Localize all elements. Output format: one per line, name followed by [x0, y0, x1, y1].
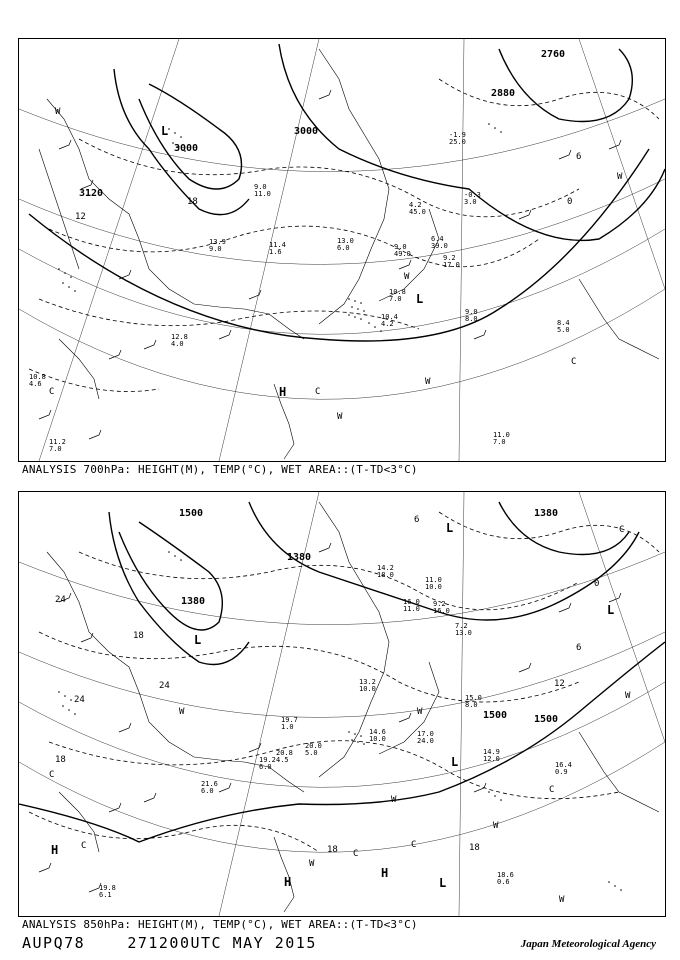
- warm-center: W: [337, 412, 343, 422]
- station-temperature: 18.6: [497, 871, 514, 879]
- station-temperature: 9.0: [465, 308, 478, 316]
- station-dewpoint-depression: 6.0: [259, 763, 272, 771]
- contour-label: 3000: [174, 143, 199, 154]
- wind-barbs: [39, 90, 621, 439]
- station-temperature: 13.2: [359, 678, 376, 686]
- chart-850-caption: ANALYSIS 850hPa: HEIGHT(M), TEMP(°C), WET AREA::(T-TD<3°C): [22, 918, 418, 931]
- analysis-700hpa-chart: [18, 38, 666, 462]
- contour-label: 1500: [534, 714, 559, 725]
- warm-center: W: [55, 107, 61, 117]
- station-temperature: 20.8: [276, 749, 293, 757]
- station-temperature: 11.4: [269, 241, 286, 249]
- warm-center: W: [179, 707, 185, 717]
- low-center: L: [451, 755, 459, 769]
- station-temperature: 6.4: [431, 235, 444, 243]
- bulletin-code: AUPQ78: [22, 934, 86, 952]
- station-dewpoint-depression: 7.0: [493, 438, 506, 446]
- isotherm-label: 18: [187, 197, 198, 207]
- agency-credit: Japan Meteorological Agency: [520, 938, 656, 950]
- station-temperature: -1.9: [449, 131, 466, 139]
- contour-label: 2760: [541, 49, 566, 60]
- contour-label: 1500: [483, 710, 508, 721]
- station-dewpoint-depression: 12.0: [483, 755, 500, 763]
- chart-700-canvas: [19, 39, 665, 461]
- station-temperature: 17.0: [417, 730, 434, 738]
- station-dewpoint-depression: 10.0: [425, 583, 442, 591]
- station-dewpoint-depression: 17.0: [443, 261, 460, 269]
- station-dewpoint-depression: 39.0: [431, 242, 448, 250]
- station-dewpoint-depression: 4.5: [276, 756, 289, 764]
- contour-label: 2880: [491, 88, 516, 99]
- station-temperature: 10.4: [381, 313, 398, 321]
- chart-700-caption: ANALYSIS 700hPa: HEIGHT(M), TEMP(°C), WET AREA::(T-TD<3°C): [22, 463, 418, 476]
- warm-center: W: [404, 272, 410, 282]
- cold-center: C: [549, 785, 555, 795]
- station-temperature: 19.2: [259, 756, 276, 764]
- cold-center: C: [353, 849, 359, 859]
- isotherm-label: 0: [594, 579, 600, 589]
- station-temperature: 9.0: [254, 183, 267, 191]
- station-dewpoint-depression: 5.0: [305, 749, 318, 757]
- station-dewpoint-depression: 0.9: [555, 768, 568, 776]
- contour-label: 1380: [181, 596, 206, 607]
- station-dewpoint-depression: 8.0: [465, 701, 478, 709]
- warm-center: W: [493, 821, 499, 831]
- station-temperature: 15.0: [465, 694, 482, 702]
- contour-label: 1500: [179, 508, 204, 519]
- station-dewpoint-depression: 10.0: [369, 735, 386, 743]
- station-dewpoint-depression: 25.0: [449, 138, 466, 146]
- isotherm-label: 18: [55, 755, 66, 765]
- station-temperature: 12.8: [171, 333, 188, 341]
- warm-center: W: [391, 795, 397, 805]
- station-temperature: 14.9: [483, 748, 500, 756]
- station-temperature: 11.0: [493, 431, 510, 439]
- station-dewpoint-depression: 11.0: [254, 190, 271, 198]
- isotherm-label: 24: [55, 595, 66, 605]
- high-center: H: [51, 843, 59, 857]
- station-temperature: 8.4: [557, 319, 570, 327]
- isotherm-label: 18: [133, 631, 144, 641]
- contour-label: 1380: [287, 552, 312, 563]
- low-center: L: [161, 124, 169, 138]
- isotherm-label: 6: [576, 152, 582, 162]
- low-center: L: [194, 633, 202, 647]
- warm-center: W: [309, 859, 315, 869]
- isotherm-label: 6: [576, 643, 582, 653]
- station-dewpoint-depression: 16.0: [433, 607, 450, 615]
- isotherm-label: 24: [74, 695, 85, 705]
- station-dewpoint-depression: 10.0: [359, 685, 376, 693]
- station-dewpoint-depression: 4.0: [171, 340, 184, 348]
- station-dewpoint-depression: 13.0: [455, 629, 472, 637]
- station-temperature: 21.6: [201, 780, 218, 788]
- contour-label: 3120: [79, 188, 104, 199]
- temperature-isotherms: [29, 79, 659, 392]
- high-center: H: [284, 875, 292, 889]
- isotherm-label: 6: [414, 515, 420, 525]
- station-dewpoint-depression: 6.0: [337, 244, 350, 252]
- low-center: L: [416, 292, 424, 306]
- station-dewpoint-depression: 5.0: [557, 326, 570, 334]
- station-dewpoint-depression: 1.6: [269, 248, 282, 256]
- low-center: L: [439, 876, 447, 890]
- isotherm-label: 12: [554, 679, 565, 689]
- station-dewpoint-depression: 8.0: [465, 315, 478, 323]
- analysis-850hpa-chart: [18, 491, 666, 917]
- station-dewpoint-depression: 3.0: [464, 198, 477, 206]
- isotherm-label: 12: [75, 212, 86, 222]
- station-dewpoint-depression: 24.0: [417, 737, 434, 745]
- station-temperature: 13.9: [209, 238, 226, 246]
- cold-center: C: [571, 357, 577, 367]
- station-dewpoint-depression: 6.0: [201, 787, 214, 795]
- station-dewpoint-depression: 7.0: [49, 445, 62, 453]
- isotherm-label: 0: [567, 197, 573, 207]
- cold-center: C: [315, 387, 321, 397]
- station-temperature: 16.4: [555, 761, 572, 769]
- low-center: L: [607, 603, 615, 617]
- station-dewpoint-depression: 4.2: [381, 320, 394, 328]
- station-dewpoint-depression: 49.0: [394, 250, 411, 258]
- station-temperature: 14.2: [377, 564, 394, 572]
- station-dewpoint-depression: 9.0: [209, 245, 222, 253]
- station-temperature: 9.2: [433, 600, 446, 608]
- isotherm-label: 18: [327, 845, 338, 855]
- valid-time: 271200UTC MAY 2015: [127, 934, 317, 952]
- high-center: H: [381, 866, 389, 880]
- station-temperature: 4.2: [409, 201, 422, 209]
- chart-code-and-time: [22, 934, 317, 952]
- cold-center: C: [49, 770, 55, 780]
- height-contours: [29, 44, 665, 341]
- warm-center: W: [559, 895, 565, 905]
- warm-center: W: [617, 172, 623, 182]
- station-temperature: 7.2: [455, 622, 468, 630]
- station-dewpoint-depression: 45.0: [409, 208, 426, 216]
- station-temperature: 20.0: [305, 742, 322, 750]
- warm-center: W: [417, 707, 423, 717]
- station-plots: [29, 131, 573, 453]
- cold-center: C: [49, 387, 55, 397]
- station-dewpoint-depression: 1.0: [281, 723, 294, 731]
- station-temperature: 11.2: [49, 438, 66, 446]
- latitude-longitude-grid: [19, 492, 665, 916]
- station-dewpoint-depression: 4.6: [29, 380, 42, 388]
- station-temperature: 14.6: [369, 728, 386, 736]
- height-contours: [19, 502, 665, 842]
- high-center: H: [279, 385, 287, 399]
- contour-label: 3000: [294, 126, 319, 137]
- height-contour-labels: [79, 49, 565, 199]
- station-dewpoint-depression: 6.1: [99, 891, 112, 899]
- station-dewpoint-depression: 0.6: [497, 878, 510, 886]
- isotherm-labels: [75, 152, 581, 222]
- cold-center: C: [411, 840, 417, 850]
- station-temperature: 10.8: [389, 288, 406, 296]
- station-dewpoint-depression: 7.0: [389, 295, 402, 303]
- isotherm-label: 18: [469, 843, 480, 853]
- station-temperature: 19.8: [99, 884, 116, 892]
- station-temperature: 9.2: [443, 254, 456, 262]
- station-temperature: -0.3: [464, 191, 481, 199]
- station-temperature: 16.0: [403, 598, 420, 606]
- station-temperature: 10.8: [29, 373, 46, 381]
- station-temperature: 9.0: [394, 243, 407, 251]
- cold-center: C: [81, 841, 87, 851]
- station-temperature: 13.0: [337, 237, 354, 245]
- station-temperature: 19.7: [281, 716, 298, 724]
- station-dewpoint-depression: 11.0: [403, 605, 420, 613]
- station-dewpoint-depression: 18.0: [377, 571, 394, 579]
- pressure-centers: [49, 107, 623, 422]
- warm-center: W: [625, 691, 631, 701]
- station-temperature: 11.0: [425, 576, 442, 584]
- contour-label: 1380: [534, 508, 559, 519]
- low-center: L: [446, 521, 454, 535]
- chart-850-canvas: [19, 492, 665, 916]
- isotherm-label: 24: [159, 681, 170, 691]
- warm-center: W: [425, 377, 431, 387]
- cold-center: C: [619, 525, 625, 535]
